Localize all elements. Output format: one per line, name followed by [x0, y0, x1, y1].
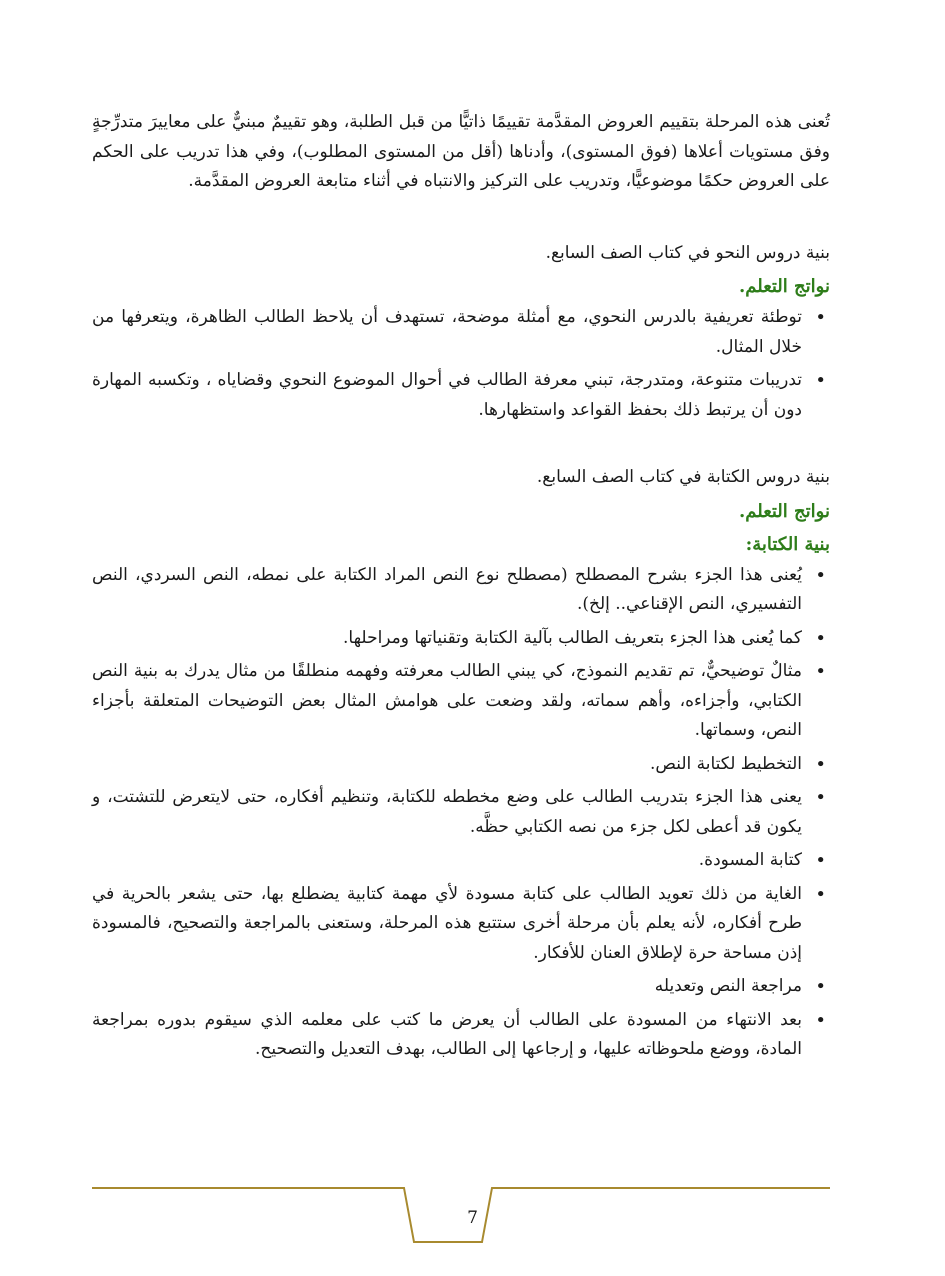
writing-section-intro: بنية دروس الكتابة في كتاب الصف السابع.: [536, 467, 830, 487]
grammar-list: [92, 303, 830, 425]
list-item: • التخطيط لكتابة النص.: [92, 750, 830, 780]
list-item: • مثالٌ توضيحيٌّ، تم تقديم النموذج، كي يبني الطالب معرفته وفهمه منطلقًا من مثال يدرك به بنية النص الكتابي، وأجزاءه، وأهم سماته، ولقد وضعت على هوامش المثال بعض التوضيحات المتعلقة بأجزاء النص، وسماتها.: [92, 657, 830, 746]
list-item: • الغاية من ذلك تعويد الطالب على كتابة مسودة لأي مهمة كتابية يضطلع بها، حتى يشعر بالحرية في طرح أفكاره، لأنه يعلم بأن مرحلة أخرى ستتبع هذه المرحلة، وستعنى بالمراجعة والتصحيح، فالمسودة إذن مساحة حرة لإطلاق العنان للأفكار.: [92, 880, 830, 969]
list-item: • بعد الانتهاء من المسودة على الطالب أن يعرض ما كتب على معلمه الذي سيقوم بدوره بمراجعة المادة، ووضع ملحوظاته عليها، و إرجاعها إلى الطالب، بهدف التعديل والتصحيح.: [92, 1006, 830, 1065]
list-item: • مراجعة النص وتعديله: [92, 972, 830, 1002]
writing-subheading: بنية الكتابة:: [745, 533, 830, 555]
list-item: • يُعنى هذا الجزء بشرح المصطلح (مصطلح نوع النص المراد الكتابة على نمطه، النص السردي، النص التفسيري، النص الإقناعي.. إلخ).: [92, 561, 830, 620]
list-item: • توطئة تعريفية بالدرس النحوي، مع أمثلة موضحة، تستهدف أن يلاحظ الطالب الظاهرة، ويتعرفها من خلال المثال.: [92, 303, 830, 362]
intro-paragraph: تُعنى هذه المرحلة بتقييم العروض المقدَّمة تقييمًا ذاتيًّا من قبل الطلبة، وهو تقييمٌ مبنيٌّ على معاييرَ متدرِّجةٍ وفق مستويات أعلاها (فوق المستوى)، وأدناها (أقل من المستوى المطلوب)، وفي هذا تدريب على الحكم على العروض حكمًا موضوعيًّا، وتدريب على التركيز والانتباه في أثناء متابعة العروض المقدَّمة.: [92, 112, 830, 191]
list-item: • تدريبات متنوعة، ومتدرجة، تبني معرفة الطالب في أحوال الموضوع النحوي وقضاياه ، وتكسبه المهارة دون أن يرتبط ذلك بحفظ القواعد واستظهارها.: [92, 366, 830, 425]
list-item: • كتابة المسودة.: [92, 846, 830, 876]
grammar-section-intro: بنية دروس النحو في كتاب الصف السابع.: [545, 242, 830, 263]
page-number: 7: [467, 1208, 478, 1228]
list-item: • يعنى هذا الجزء بتدريب الطالب على وضع مخططه للكتابة، وتنظيم أفكاره، حتى لايتعرض للتشتت، و يكون قد أعطى لكل جزء من نصه الكتابي حظَّه.: [92, 783, 830, 842]
main-content: [92, 108, 830, 1069]
writing-list: [92, 561, 830, 1065]
grammar-heading: نواتج التعلم.: [738, 276, 830, 297]
writing-heading: نواتج التعلم.: [738, 500, 830, 522]
list-item: • كما يُعنى هذا الجزء بتعريف الطالب بآلية الكتابة وتقنياتها ومراحلها.: [92, 624, 830, 654]
